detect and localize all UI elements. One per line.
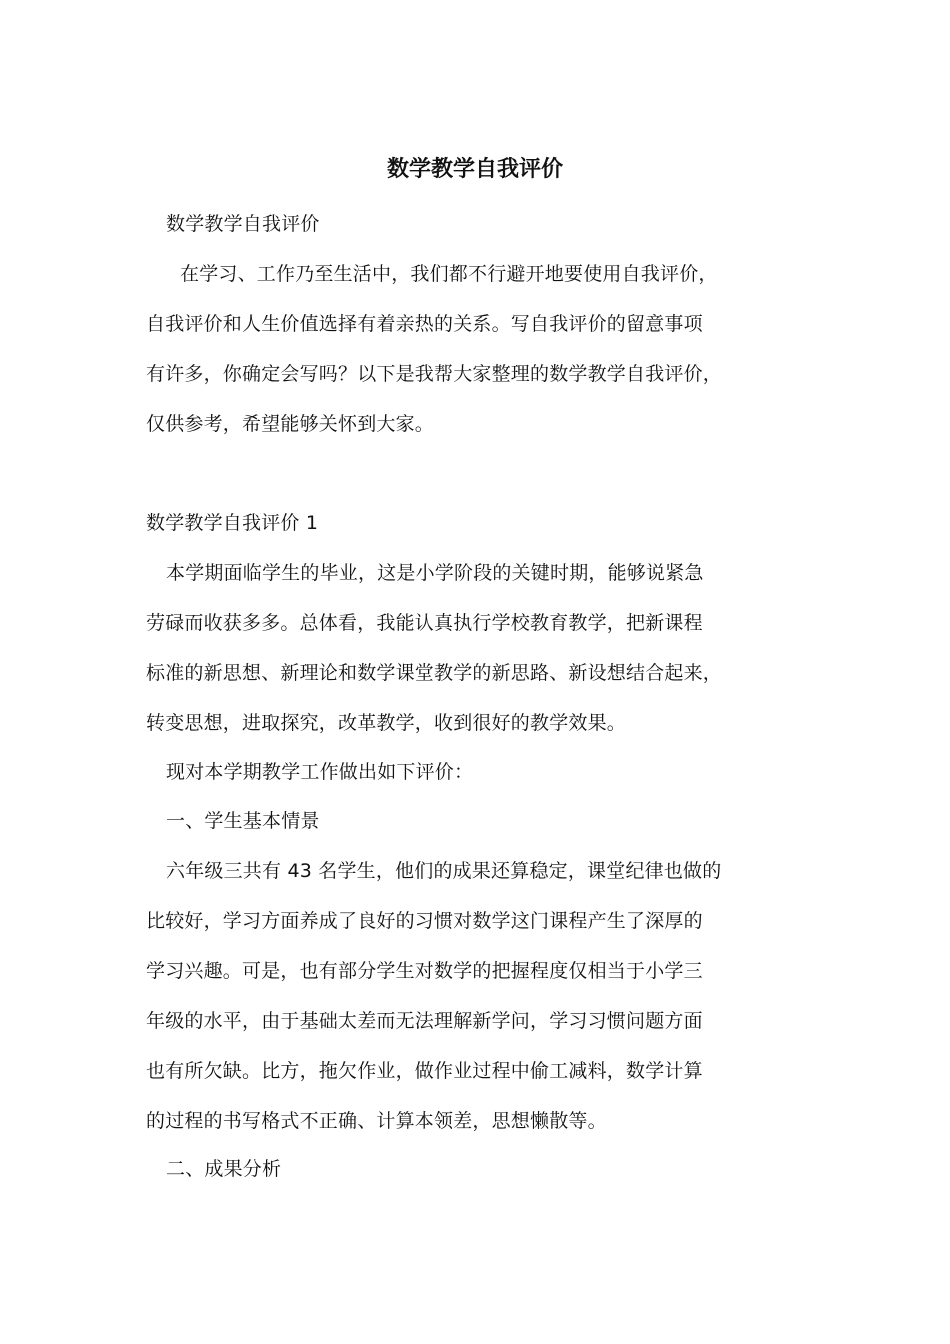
paragraph-line: 劳碌而收获多多。总体看，我能认真执行学校教育教学，把新课程 bbox=[146, 612, 703, 634]
paragraph-line: 比较好，学习方面养成了良好的习惯对数学这门课程产生了深厚的 bbox=[146, 910, 703, 932]
paragraph-line: 在学习、工作乃至生活中，我们都不行避开地要使用自我评价， bbox=[180, 263, 718, 285]
paragraph-line: 有许多，你确定会写吗？以下是我帮大家整理的数学教学自我评价， bbox=[146, 363, 723, 385]
paragraph-line: 本学期面临学生的毕业，这是小学阶段的关键时期，能够说紧急 bbox=[166, 562, 704, 584]
paragraph-line: 的过程的书写格式不正确、计算本领差，思想懒散等。 bbox=[146, 1110, 607, 1132]
subtitle: 数学教学自我评价 bbox=[166, 213, 320, 235]
paragraph-line: 仅供参考，希望能够关怀到大家。 bbox=[146, 413, 435, 435]
paragraph-line: 也有所欠缺。比方，拖欠作业，做作业过程中偷工减料，数学计算 bbox=[146, 1060, 703, 1082]
paragraph-line: 现对本学期教学工作做出如下评价： bbox=[166, 761, 474, 783]
paragraph-line: 六年级三共有 43 名学生，他们的成果还算稳定，课堂纪律也做的 bbox=[166, 860, 722, 882]
subsection-heading: 二、成果分析 bbox=[166, 1158, 282, 1180]
subsection-heading: 一、学生基本情景 bbox=[166, 810, 320, 832]
paragraph-line: 自我评价和人生价值选择有着亲热的关系。写自我评价的留意事项 bbox=[146, 313, 703, 335]
paragraph-line: 年级的水平，由于基础太差而无法理解新学问，学习习惯问题方面 bbox=[146, 1010, 703, 1032]
paragraph-line: 学习兴趣。可是，也有部分学生对数学的把握程度仅相当于小学三 bbox=[146, 960, 703, 982]
document-title: 数学教学自我评价 bbox=[386, 157, 563, 182]
paragraph-line: 转变思想，进取探究，改革教学，收到很好的教学效果。 bbox=[146, 712, 627, 734]
paragraph-line: 标准的新思想、新理论和数学课堂教学的新思路、新设想结合起来， bbox=[146, 662, 723, 684]
section-heading: 数学教学自我评价 1 bbox=[146, 512, 319, 534]
